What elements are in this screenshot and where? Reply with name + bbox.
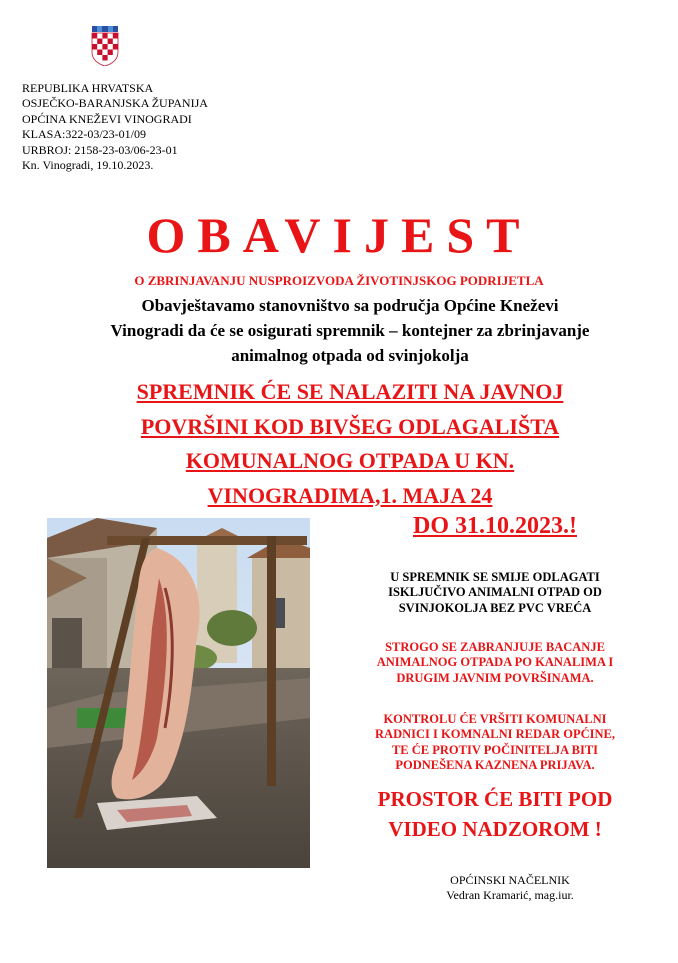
rule-line: STROGO SE ZABRANJUJE BACANJE — [385, 640, 605, 654]
video-surveillance-notice — [330, 784, 660, 844]
location-notice — [50, 375, 650, 513]
video-line: PROSTOR ĆE BITI POD — [377, 787, 613, 811]
coat-of-arms-icon — [90, 26, 120, 66]
signature-role: OPĆINSKI NAČELNIK — [450, 873, 570, 887]
header-line-republic: REPUBLIKA HRVATSKA — [22, 81, 154, 95]
location-line: POVRŠINI KOD BIVŠEG ODLAGALIŠTA — [140, 413, 560, 439]
video-line: VIDEO NADZOROM ! — [388, 817, 602, 841]
header-line-urbroj: URBROJ: 2158-23-03/06-23-01 — [22, 142, 178, 157]
location-line: KOMUNALNOG OTPADA U KN. — [185, 448, 515, 473]
header-line-municipality: OPĆINA KNEŽEVI VINOGRADI — [22, 111, 192, 126]
intro-line: animalnog otpada od svinjokolja — [231, 346, 469, 365]
intro-line: Vinogradi da će se osigurati spremnik – kontejner za zbrinjavanje — [110, 321, 590, 340]
notice-intro — [40, 293, 660, 368]
deadline: DO 31.10.2023.! — [413, 513, 577, 539]
rule-line: PODNEŠENA KAZNENA PRIJAVA. — [395, 758, 595, 773]
notice-subtitle: O ZBRINJAVANJU NUSPROIZVODA ŽIVOTINJSKOG PODRIJETLA — [134, 273, 544, 288]
rule-control — [340, 712, 650, 774]
document-header — [22, 81, 208, 173]
header-line-klasa: KLASA:322-03/23-01/09 — [22, 127, 146, 142]
rule-line: ISKLJUČIVO ANIMALNI OTPAD OD — [388, 585, 602, 600]
header-line-date: Kn. Vinogradi, 19.10.2023. — [22, 158, 154, 173]
notice-title: OBAVIJEST — [146, 207, 532, 263]
location-line: SPREMNIK ĆE SE NALAZITI NA JAVNOJ — [136, 379, 564, 404]
location-line: VINOGRADIMA,1. MAJA 24 — [207, 482, 493, 508]
signature-block — [400, 873, 620, 903]
rule-line: RADNICI I KOMNALNI REDAR OPĆINE, — [375, 727, 615, 742]
signature-name: Vedran Kramarić, mag.iur. — [446, 888, 574, 902]
rule-line: DRUGIM JAVNIM POVRŠINAMA. — [396, 670, 594, 685]
intro-line: Obavještavamo stanovništvo sa područja Općine Kneževi — [141, 296, 559, 315]
rule-line: KONTROLU ĆE VRŠITI KOMUNALNI — [383, 712, 607, 726]
rule-line: U SPREMNIK SE SMIJE ODLAGATI — [390, 570, 600, 584]
rule-prohibition — [340, 640, 650, 686]
rule-line: SVINJOKOLJA BEZ PVC VREĆA — [398, 600, 592, 615]
rule-line: TE ĆE PROTIV POČINITELJA BITI — [391, 742, 599, 757]
rule-line: ANIMALNOG OTPADA PO KANALIMA I — [376, 655, 614, 670]
rule-allowed-waste — [340, 570, 650, 616]
header-line-county: OSJEČKO-BARANJSKA ŽUPANIJA — [22, 96, 208, 111]
pig-carcass-photo — [47, 518, 310, 868]
